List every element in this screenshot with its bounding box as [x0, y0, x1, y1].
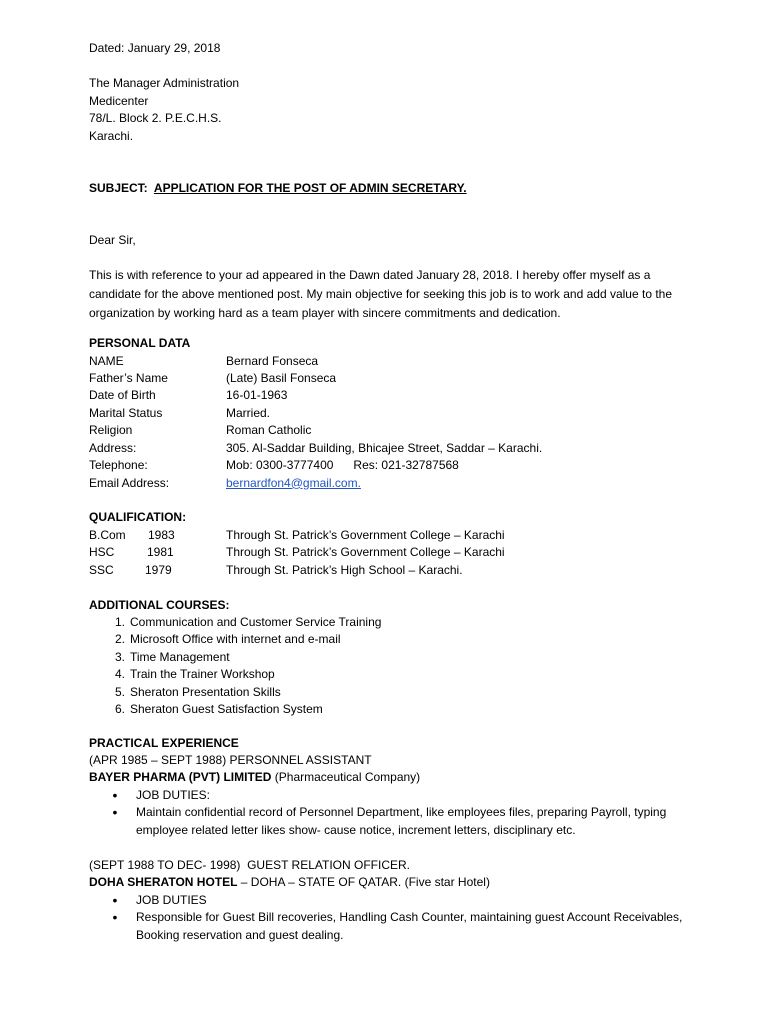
subject-line: [89, 180, 467, 197]
course-text: Microsoft Office with internet and e-mail: [130, 632, 341, 646]
list-number: 2.: [114, 632, 125, 646]
job-period-title: (APR 1985 – SEPT 1988) PERSONNEL ASSISTANT: [89, 753, 372, 767]
personal-value: Roman Catholic: [226, 423, 312, 437]
bullet-icon: •: [112, 891, 118, 908]
recipient-line: 78/L. Block 2. P.E.C.H.S.: [89, 111, 222, 125]
duty-text: JOB DUTIES: [136, 892, 207, 907]
experience-heading: PRACTICAL EXPERIENCE: [89, 735, 239, 750]
company-note: – DOHA – STATE OF QATAR. (Five star Hotel): [237, 875, 490, 889]
recipient-line: The Manager Administration: [89, 76, 240, 90]
personal-label: Marital Status: [89, 405, 163, 420]
list-item: [105, 631, 381, 649]
qualification-value: Through St. Patrick’s Government College – Karachi: [226, 528, 505, 542]
courses-list: [105, 614, 381, 719]
course-text: Time Management: [130, 649, 230, 664]
date-line: Dated: January 29, 2018: [89, 41, 221, 55]
personal-value: 305. Al-Saddar Building, Bhicajee Street, Saddar – Karachi.: [226, 440, 543, 455]
qualification-value: Through St. Patrick’s Government College – Karachi: [226, 545, 505, 559]
qualification-degree: B.Com: [89, 528, 126, 542]
job-duties-list: [108, 892, 686, 945]
bullet-icon: •: [112, 909, 118, 925]
personal-value: 16-01-1963: [226, 388, 288, 402]
qualification-year: 1979: [145, 562, 172, 577]
body-paragraph: This is with reference to your ad appeared in the Dawn dated January 28, 2018. I hereby offer myself as a candidate for the above mentioned post. My main objective for seeking this job is to work and add value to the organization by working hard as a team player with sincere commitments and dedication.: [89, 268, 673, 320]
list-item: [105, 614, 381, 632]
company-name: BAYER PHARMA (PVT) LIMITED: [89, 770, 272, 784]
personal-label: Email Address:: [89, 475, 170, 490]
personal-value: Married.: [226, 405, 271, 420]
duty-text: Responsible for Guest Bill recoveries, Handling Cash Counter, maintaining guest Account Receivables, Booking reservation and guest dealing.: [136, 910, 683, 942]
company-name: DOHA SHERATON HOTEL: [89, 875, 238, 889]
job-period-title: (SEPT 1988 TO DEC- 1998) GUEST RELATION OFFICER.: [89, 857, 410, 872]
job-company-line: [89, 769, 420, 786]
personal-label: Address:: [89, 440, 137, 455]
bullet-icon: •: [112, 786, 118, 803]
personal-label: NAME: [89, 353, 124, 368]
personal-value: (Late) Basil Fonseca: [226, 371, 337, 385]
personal-label: Father’s Name: [89, 371, 168, 385]
list-item: [105, 649, 381, 667]
personal-label: Telephone:: [89, 458, 148, 472]
course-text: Sheraton Presentation Skills: [130, 684, 281, 699]
qualification-year: 1983: [148, 528, 175, 542]
list-number: 5.: [114, 684, 125, 699]
recipient-line: Medicenter: [89, 93, 149, 108]
course-text: Sheraton Guest Satisfaction System: [130, 702, 323, 716]
course-text: Communication and Customer Service Training: [130, 614, 382, 629]
job-company-line: [89, 874, 490, 891]
personal-label: Date of Birth: [89, 388, 156, 402]
list-item: [108, 892, 686, 910]
courses-heading: ADDITIONAL COURSES:: [89, 597, 230, 612]
qualification-degree: HSC: [89, 545, 115, 559]
personal-value: Bernard Fonseca: [226, 353, 319, 368]
list-number: 1.: [114, 614, 125, 629]
duty-text: JOB DUTIES:: [136, 787, 211, 802]
subject-label: SUBJECT:: [89, 181, 148, 195]
personal-data-heading: PERSONAL DATA: [89, 336, 191, 350]
personal-label: Religion: [89, 423, 133, 437]
duty-text: Maintain confidential record of Personnel Department, like employees files, preparing Payroll, typing employee related letter likes show- cause notice, increment letters, disciplinary etc.: [136, 805, 667, 837]
qualification-degree: SSC: [89, 562, 114, 577]
job-duties-list: [108, 787, 686, 840]
list-number: 6.: [114, 702, 125, 716]
list-item: [105, 684, 381, 702]
list-item: [105, 701, 381, 719]
email-link[interactable]: bernardfon4@gmail.com.: [226, 475, 361, 490]
qualification-year: 1981: [147, 545, 174, 559]
salutation: Dear Sir,: [89, 233, 136, 247]
list-item: [105, 666, 381, 684]
qualification-heading: QUALIFICATION:: [89, 510, 187, 524]
company-note: (Pharmaceutical Company): [271, 770, 421, 784]
personal-value: Mob: 0300-3777400 Res: 021-32787568: [226, 458, 459, 472]
list-item: [108, 804, 686, 839]
recipient-line: Karachi.: [89, 128, 134, 143]
bullet-icon: •: [112, 804, 118, 820]
list-number: 4.: [114, 667, 125, 681]
list-item: [108, 787, 686, 805]
course-text: Train the Trainer Workshop: [130, 667, 275, 681]
subject-text: APPLICATION FOR THE POST OF ADMIN SECRETARY.: [153, 181, 467, 195]
qualification-value: Through St. Patrick’s High School – Karachi.: [226, 562, 463, 577]
list-item: [108, 909, 686, 944]
list-number: 3.: [114, 649, 125, 664]
